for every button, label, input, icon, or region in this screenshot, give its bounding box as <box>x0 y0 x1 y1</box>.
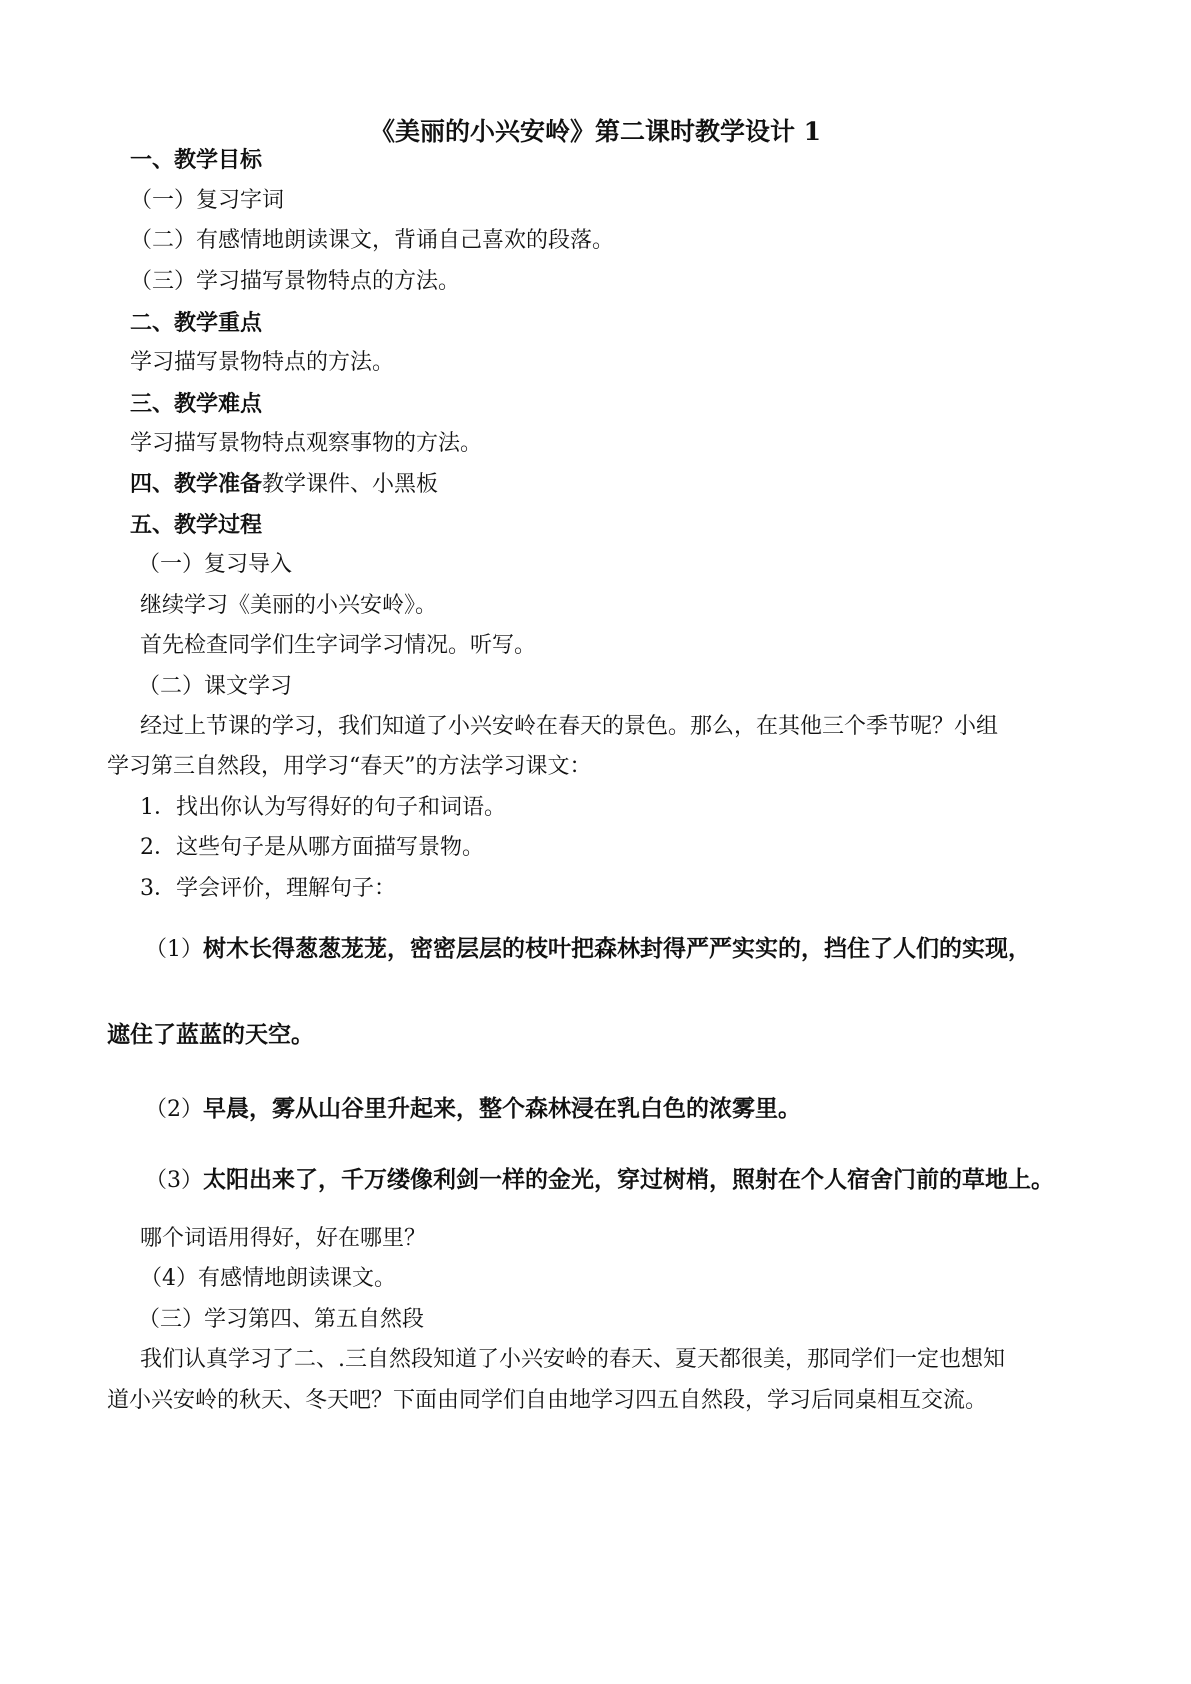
goal-item-1: （一）复习字词 <box>130 188 285 213</box>
sentence-2 <box>145 1095 801 1124</box>
step-1: 1．找出你认为写得好的句子和词语。 <box>140 795 506 820</box>
section-heading-key-points: 二、教学重点 <box>130 310 263 336</box>
sentence-1-number: （1） <box>145 937 203 962</box>
question-line: 哪个词语用得好，好在哪里？ <box>140 1226 427 1251</box>
item-4: （4）有感情地朗读课文。 <box>140 1266 396 1291</box>
section-heading-teaching-goals: 一、教学目标 <box>130 147 263 173</box>
part2-heading: （二）课文学习 <box>138 674 293 699</box>
sentence-1 <box>145 935 1031 964</box>
step-2: 2．这些句子是从哪方面描写景物。 <box>140 835 484 860</box>
part1-line-1: 继续学习《美丽的小兴安岭》。 <box>140 593 438 618</box>
section-heading-difficulties: 三、教学难点 <box>130 391 263 417</box>
goal-item-2: （二）有感情地朗读课文，背诵自己喜欢的段落。 <box>130 228 615 253</box>
key-points-text: 学习描写景物特点的方法。 <box>130 350 395 375</box>
sentence-3-number: （3） <box>145 1168 203 1193</box>
sentence-2-number: （2） <box>145 1097 203 1122</box>
part1-line-2: 首先检查同学们生字词学习情况。听写。 <box>140 633 537 658</box>
sentence-1-text: 树木长得葱葱茏茏，密密层层的枝叶把森林封得严严实实的，挡住了人们的实现， <box>203 936 1031 962</box>
part1-heading: （一）复习导入 <box>138 552 293 577</box>
sentence-3-text: 太阳出来了，千万缕像利剑一样的金光，穿过树梢，照射在个人宿舍门前的草地上。 <box>203 1167 1054 1193</box>
goal-item-3: （三）学习描写景物特点的方法。 <box>130 269 461 294</box>
part2-intro-line-2: 学习第三自然段，用学习“春天”的方法学习课文： <box>107 754 592 779</box>
sentence-2-text: 早晨，雾从山谷里升起来，整个森林浸在乳白色的浓雾里。 <box>203 1096 801 1122</box>
section-heading-preparation: 四、教学准备 <box>130 471 263 497</box>
difficulties-text: 学习描写景物特点观察事物的方法。 <box>130 431 483 456</box>
document-title: 《美丽的小兴安岭》第二课时教学设计 1 <box>369 117 822 146</box>
part3-heading: （三）学习第四、第五自然段 <box>138 1307 425 1332</box>
sentence-3 <box>145 1166 1054 1195</box>
part2-intro-line-1: 经过上节课的学习，我们知道了小兴安岭在春天的景色。那么，在其他三个季节呢？小组 <box>140 714 999 739</box>
preparation-text: 教学课件、小黑板 <box>262 472 439 497</box>
part3-line-2: 道小兴安岭的秋天、冬天吧？下面由同学们自由地学习四五自然段，学习后同桌相互交流。 <box>107 1388 988 1413</box>
section-heading-process: 五、教学过程 <box>130 512 263 538</box>
part3-line-1: 我们认真学习了二、.三自然段知道了小兴安岭的春天、夏天都很美，那同学们一定也想知 <box>140 1347 1005 1372</box>
preparation-line <box>130 470 438 499</box>
sentence-1-continuation: 遮住了蓝蓝的天空。 <box>107 1022 314 1048</box>
step-3: 3．学会评价，理解句子： <box>140 876 396 901</box>
